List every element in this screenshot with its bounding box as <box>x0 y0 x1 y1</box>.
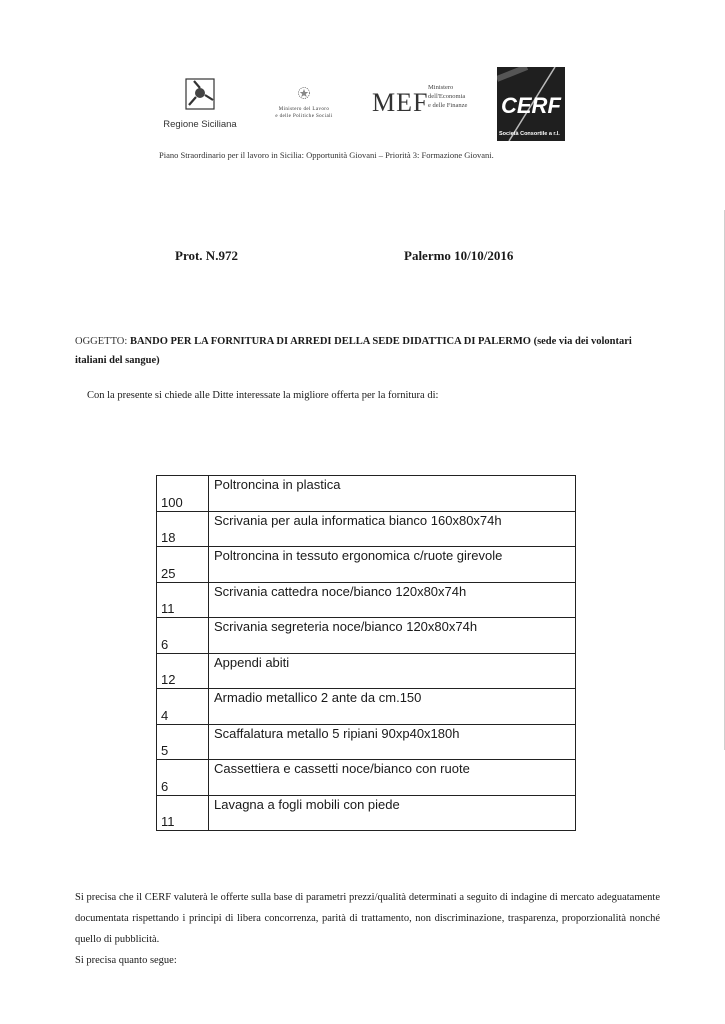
subject-label: OGGETTO: <box>75 336 128 347</box>
table-row <box>157 476 576 512</box>
table-row <box>157 653 576 689</box>
item-quantity: 6 <box>157 760 209 796</box>
ministero-line-2: e delle Politiche Sociali <box>275 114 333 119</box>
item-description: Armadio metallico 2 ante da cm.150 <box>209 689 576 725</box>
item-quantity: 5 <box>157 724 209 760</box>
table-row <box>157 582 576 618</box>
item-quantity: 4 <box>157 689 209 725</box>
ministero-lavoro-logo <box>262 86 346 120</box>
mef-subtitle <box>428 83 467 110</box>
item-description: Poltroncina in tessuto ergonomica c/ruote girevole <box>209 547 576 583</box>
table-row <box>157 795 576 831</box>
item-description: Scrivania per aula informatica bianco 160x80x74h <box>209 511 576 547</box>
regione-siciliana-label: Regione Siciliana <box>163 119 237 130</box>
cerf-mark: CERF <box>501 93 561 118</box>
mef-sub-line-2: dell'Economia <box>428 93 466 100</box>
cerf-logo <box>497 67 565 141</box>
item-description: Scrivania cattedra noce/bianco 120x80x74h <box>209 582 576 618</box>
item-description: Poltroncina in plastica <box>209 476 576 512</box>
programme-header: Piano Straordinario per il lavoro in Sicilia: Opportunità Giovani – Priorità 3: Formazione Giovani. <box>159 150 494 160</box>
item-description: Appendi abiti <box>209 653 576 689</box>
item-quantity: 100 <box>157 476 209 512</box>
protocol-number: Prot. N.972 <box>175 248 238 263</box>
item-quantity: 11 <box>157 795 209 831</box>
trinacria-emblem-icon <box>185 78 215 110</box>
further-specification-line: Si precisa quanto segue: <box>75 955 177 966</box>
item-quantity: 18 <box>157 511 209 547</box>
table-row <box>157 511 576 547</box>
evaluation-paragraph: Si precisa che il CERF valuterà le offerte sulla base di parametri prezzi/qualità determinati a seguito di indagine di mercato adeguatamente documentata rispettando i principi di libera concorrenza, parità di trattamento, non discriminazione, trasparenza, proporzionalità nonché quello di pubblicità. <box>75 892 660 945</box>
mef-mark: MEF <box>372 88 429 117</box>
table-row <box>157 689 576 725</box>
supply-items-table <box>156 475 576 831</box>
item-description: Scrivania segreteria noce/bianco 120x80x74h <box>209 618 576 654</box>
mef-sub-line-1: Ministero <box>428 84 454 91</box>
item-description: Scaffalatura metallo 5 ripiani 90xp40x180h <box>209 724 576 760</box>
item-description: Cassettiera e cassetti noce/bianco con ruote <box>209 760 576 796</box>
ministero-line-1: Ministero del Lavoro <box>278 107 330 112</box>
mef-sub-line-3: e delle Finanze <box>428 102 468 109</box>
item-quantity: 11 <box>157 582 209 618</box>
table-row <box>157 618 576 654</box>
subject-paragraph <box>75 332 635 370</box>
table-row <box>157 760 576 796</box>
regione-siciliana-logo <box>160 78 240 130</box>
mef-logo <box>372 78 484 122</box>
cerf-tagline: Società Consortile a r.l. <box>499 131 560 137</box>
closing-notes <box>75 887 660 971</box>
place-date: Palermo 10/10/2016 <box>404 248 514 263</box>
item-quantity: 6 <box>157 618 209 654</box>
republic-emblem-icon <box>296 86 312 100</box>
table-row <box>157 547 576 583</box>
table-row <box>157 724 576 760</box>
intro-sentence: Con la presente si chiede alle Ditte interessate la migliore offerta per la fornitura di: <box>87 390 439 401</box>
item-quantity: 12 <box>157 653 209 689</box>
item-description: Lavagna a fogli mobili con piede <box>209 795 576 831</box>
item-quantity: 25 <box>157 547 209 583</box>
subject-text: BANDO PER LA FORNITURA DI ARREDI DELLA SEDE DIDATTICA DI PALERMO (sede via dei volontari italiani del sangue) <box>75 336 632 366</box>
